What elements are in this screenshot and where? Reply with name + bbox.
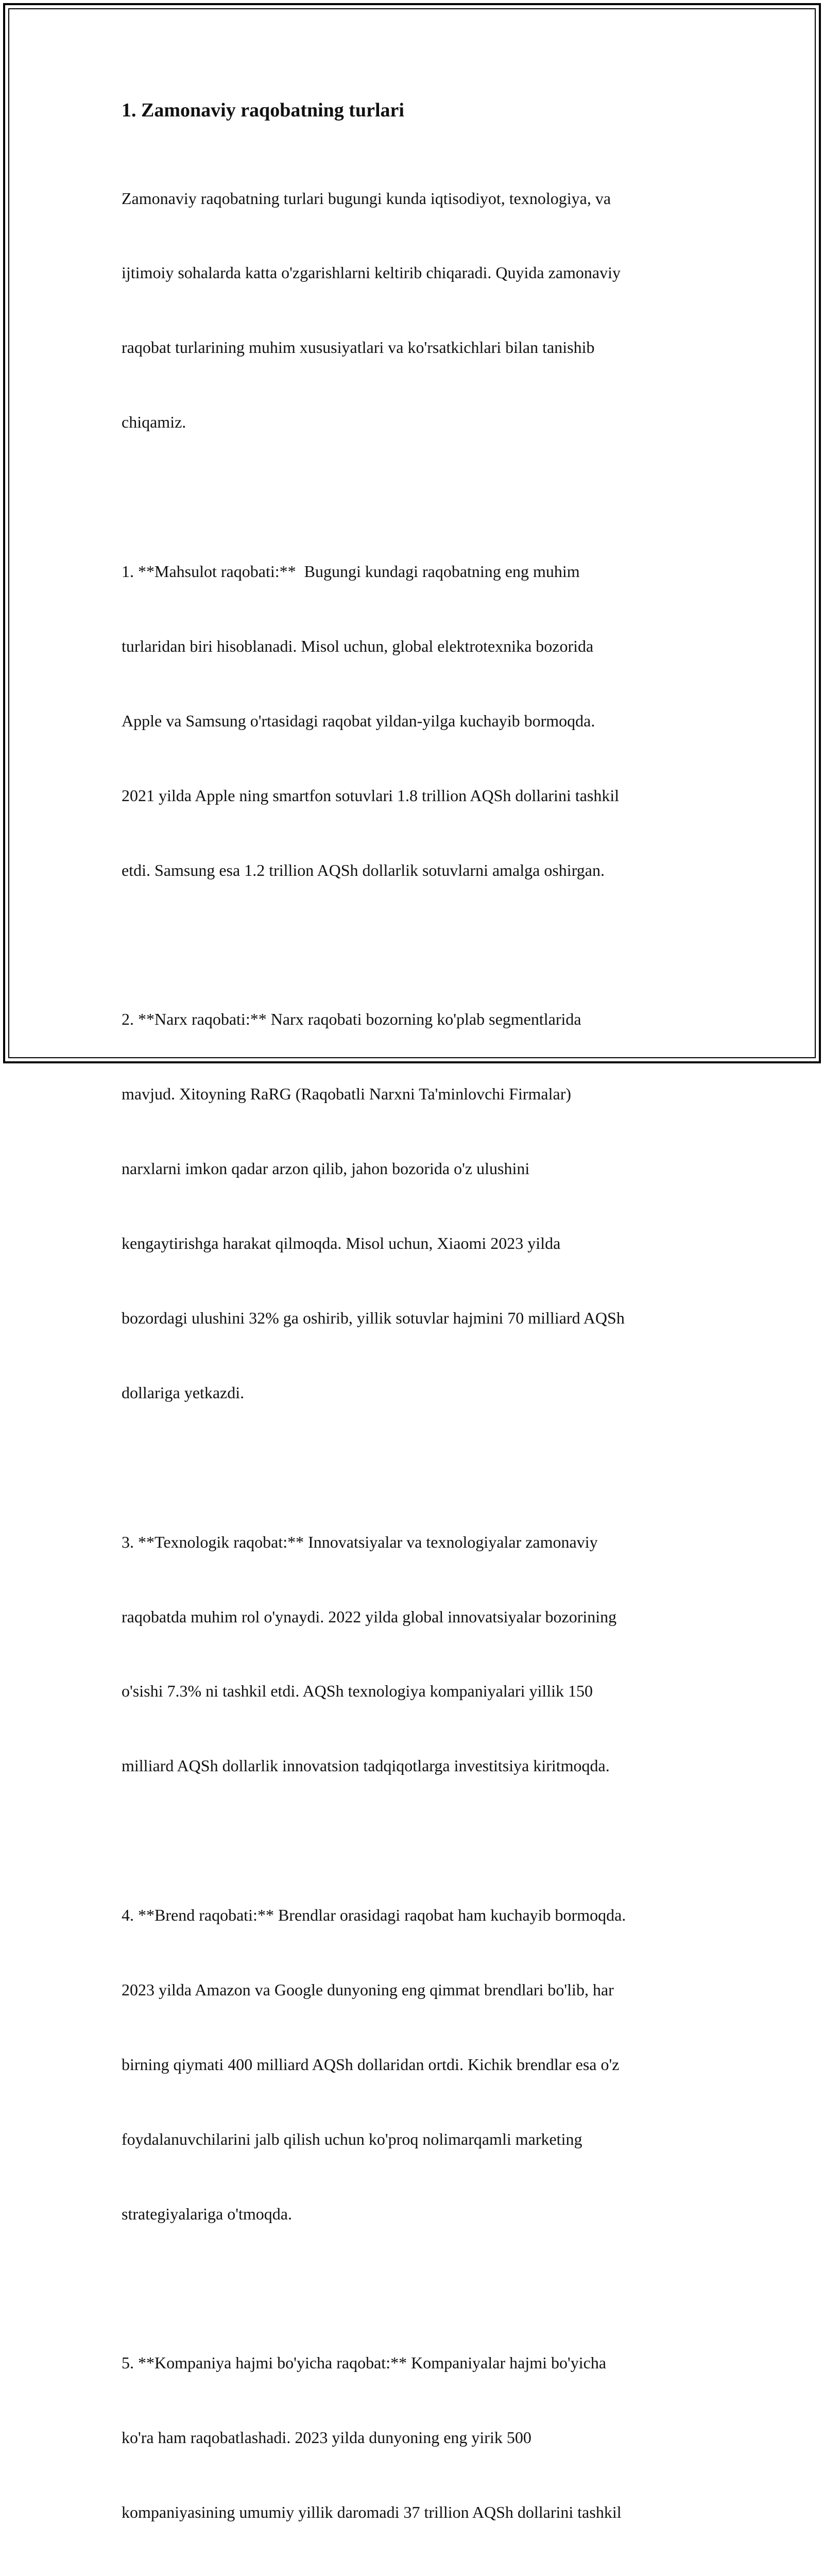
text-line: strategiyalariga o'tmoqda. xyxy=(122,2204,292,2223)
text-line: narxlarni imkon qadar arzon qilib, jahon bozorida o'z ulushini xyxy=(122,1159,530,1178)
text-line: ko'ra ham raqobatlashadi. 2023 yilda dunyoning eng yirik 500 xyxy=(122,2428,531,2447)
text-line: 2023 yilda Amazon va Google dunyoning eng qimmat brendlari bo'lib, har xyxy=(122,1980,614,1999)
text-line: Apple va Samsung o'rtasidagi raqobat yildan-yilga kuchayib bormoqda. xyxy=(122,711,595,730)
text-line: kengaytirishga harakat qilmoqda. Misol uchun, Xiaomi 2023 yilda xyxy=(122,1234,561,1253)
text-line: 2021 yilda Apple ning smartfon sotuvlari 1.8 trillion AQSh dollarini tashkil xyxy=(122,786,620,805)
text-line: etdi. Samsung esa 1.2 trillion AQSh dollarlik sotuvlarni amalga oshirgan. xyxy=(122,860,605,879)
intro-paragraph xyxy=(122,136,703,484)
text-line: 4. **Brend raqobati:** Brendlar orasidagi raqobat ham kuchayib bormoqda. xyxy=(122,1906,626,1925)
text-line: 3. **Texnologik raqobat:** Innovatsiyalar va texnologiyalar zamonaviy xyxy=(122,1532,598,1551)
document-body xyxy=(122,98,703,2576)
text-line: Zamonaviy raqobatning turlari bugungi kunda iqtisodiyot, texnologiya, va xyxy=(122,189,611,208)
text-line: 5. **Kompaniya hajmi bo'yicha raqobat:** Kompaniyalar hajmi bo'yicha xyxy=(122,2353,607,2372)
text-line: dollariga yetkazdi. xyxy=(122,1383,245,1402)
text-line: mavjud. Xitoyning RaRG (Raqobatli Narxni Ta'minlovchi Firmalar) xyxy=(122,1084,572,1104)
text-line: raqobat turlarining muhim xususiyatlari va ko'rsatkichlari bilan tanishib xyxy=(122,338,595,357)
text-line: ijtimoiy sohalarda katta o'zgarishlarni keltirib chiqaradi. Quyida zamonaviy xyxy=(122,263,621,282)
paragraph-company-size-competition xyxy=(122,2301,703,2576)
paragraph-product-competition xyxy=(122,509,703,932)
text-line: kompaniyasining umumiy yillik daromadi 37 trillion AQSh dollarini tashkil xyxy=(122,2503,622,2522)
text-line: bozordagi ulushini 32% ga oshirib, yillik sotuvlar hajmini 70 milliard AQSh xyxy=(122,1308,625,1327)
paragraph-technology-competition xyxy=(122,1480,703,1828)
text-line: raqobatda muhim rol o'ynaydi. 2022 yilda global innovatsiyalar bozorining xyxy=(122,1607,617,1626)
text-line: milliard AQSh dollarlik innovatsion tadqiqotlarga investitsiya kiritmoqda. xyxy=(122,1756,610,1775)
paragraph-price-competition xyxy=(122,957,703,1455)
text-line: birning qiymati 400 milliard AQSh dollaridan ortdi. Kichik brendlar esa o'z xyxy=(122,2055,620,2074)
text-line: foydalanuvchilarini jalb qilish uchun ko'proq nolimarqamli marketing xyxy=(122,2129,582,2148)
text-line: 2. **Narx raqobati:** Narx raqobati bozorning ko'plab segmentlarida xyxy=(122,1010,581,1029)
text-line: chiqamiz. xyxy=(122,413,186,432)
section-heading: 1. Zamonaviy raqobatning turlari xyxy=(122,99,404,121)
text-line: turlaridan biri hisoblanadi. Misol uchun, global elektrotexnika bozorida xyxy=(122,636,594,655)
text-line: o'sishi 7.3% ni tashkil etdi. AQSh texnologiya kompaniyalari yillik 150 xyxy=(122,1682,593,1701)
paragraph-brand-competition xyxy=(122,1853,703,2276)
text-line: 1. **Mahsulot raqobati:** Bugungi kundagi raqobatning eng muhim xyxy=(122,562,580,581)
